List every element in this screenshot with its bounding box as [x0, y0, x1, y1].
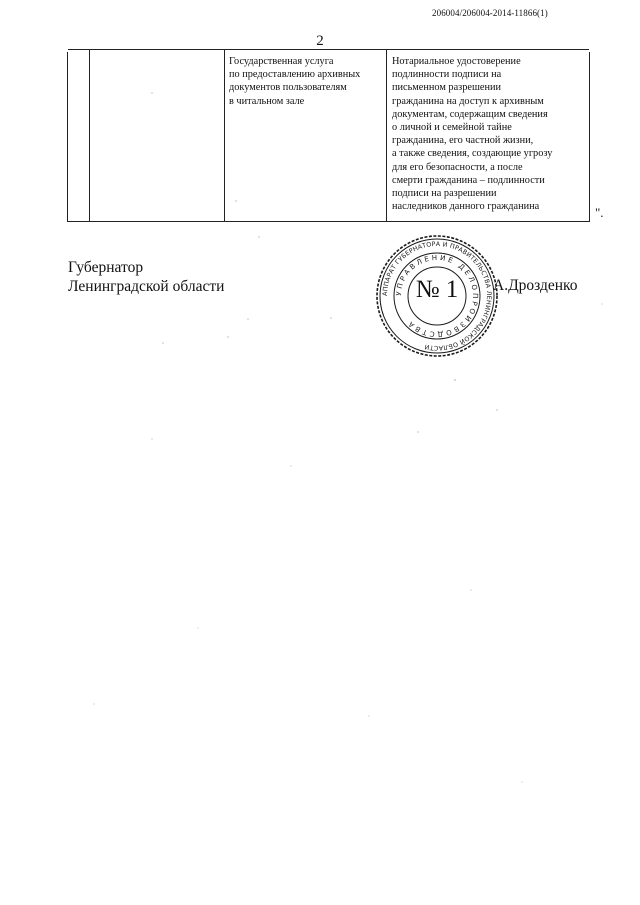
governor-name: А.Дрозденко [493, 277, 578, 294]
service-name-cell: Государственная услуга по предоставлению архивных документов пользователям в читальном зале [229, 56, 361, 107]
page-number: 2 [316, 33, 324, 49]
seal-outer-text: АППАРАТ ГУБЕРНАТОРА И ПРАВИТЕЛЬСТВА ЛЕНИНГРАДСКОЙ ОБЛАСТИ [381, 240, 493, 352]
closing-quote: ". [595, 205, 604, 220]
governor-title: Губернатор Ленинградской области [68, 259, 225, 295]
seal-inner-text: УПРАВЛЕНИЕ ДЕЛОПРОИЗВОДСТВА [394, 253, 480, 339]
service-description-cell: Нотариальное удостоверение подлинности подписи на письменном разрешении гражданина на доступ к архивным документам, содержащим сведения о личной и семейной тайне гражданина, его частной жизни, а также сведения, создающие угрозу для его безопасности, а после смерти гражданина – подлинности подписи на разрешении наследников данного гражданина [392, 56, 553, 213]
seal-number: № 1 [415, 276, 459, 303]
document-id: 206004/206004-2014-11866(1) [432, 8, 548, 18]
